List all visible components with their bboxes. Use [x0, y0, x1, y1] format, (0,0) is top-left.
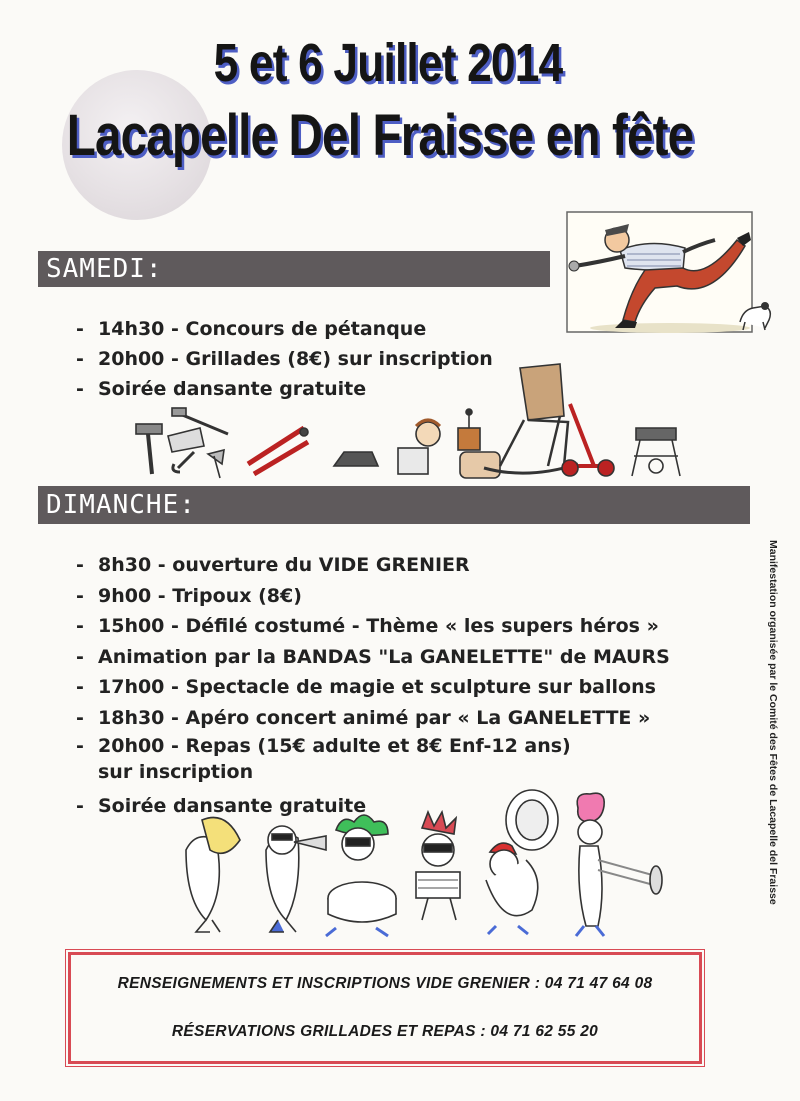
- contact-box: [68, 952, 702, 1064]
- list-item: - Soirée dansante gratuite: [76, 791, 670, 822]
- dimanche-header: DIMANCHE:: [38, 486, 750, 524]
- list-item: - 17h00 - Spectacle de magie et sculpture sur ballons: [76, 672, 670, 703]
- petanque-player-icon: [565, 210, 777, 346]
- list-item: - 9h00 - Tripoux (8€): [76, 581, 670, 612]
- list-item: - 18h30 - Apéro concert animé par « La GANELETTE »: [76, 703, 670, 734]
- flea-market-objects-icon: [128, 356, 688, 484]
- list-item: - 8h30 - ouverture du VIDE GRENIER: [76, 550, 670, 581]
- vide-grenier-contact: RENSEIGNEMENTS ET INSCRIPTIONS VIDE GRENIER : 04 71 47 64 08: [117, 975, 653, 992]
- list-item: - 20h00 - Grillades (8€) sur inscription: [76, 344, 493, 374]
- bandas-musicians-icon: [166, 780, 666, 940]
- list-item: - 20h00 - Repas (15€ adulte et 8€ Enf-12 ans) sur inscription: [76, 733, 578, 785]
- event-dates: 5 et 6 Juillet 2014: [213, 33, 563, 93]
- reservation-contact: RÉSERVATIONS GRILLADES ET REPAS : 04 71 62 55 20: [171, 1023, 599, 1040]
- event-title: Lacapelle Del Fraisse en fête: [66, 103, 694, 168]
- list-item: - Soirée dansante gratuite: [76, 374, 493, 404]
- samedi-header: SAMEDI:: [38, 251, 550, 287]
- list-item: - Animation par la BANDAS "La GANELETTE" de MAURS: [76, 642, 670, 673]
- organizer-note: Manifestation organisée par le Comité des Fêtes de Lacapelle del Fraisse: [767, 540, 779, 905]
- list-item: - 15h00 - Défilé costumé - Thème « les supers héros »: [76, 611, 670, 642]
- list-item: - 14h30 - Concours de pétanque: [76, 314, 493, 344]
